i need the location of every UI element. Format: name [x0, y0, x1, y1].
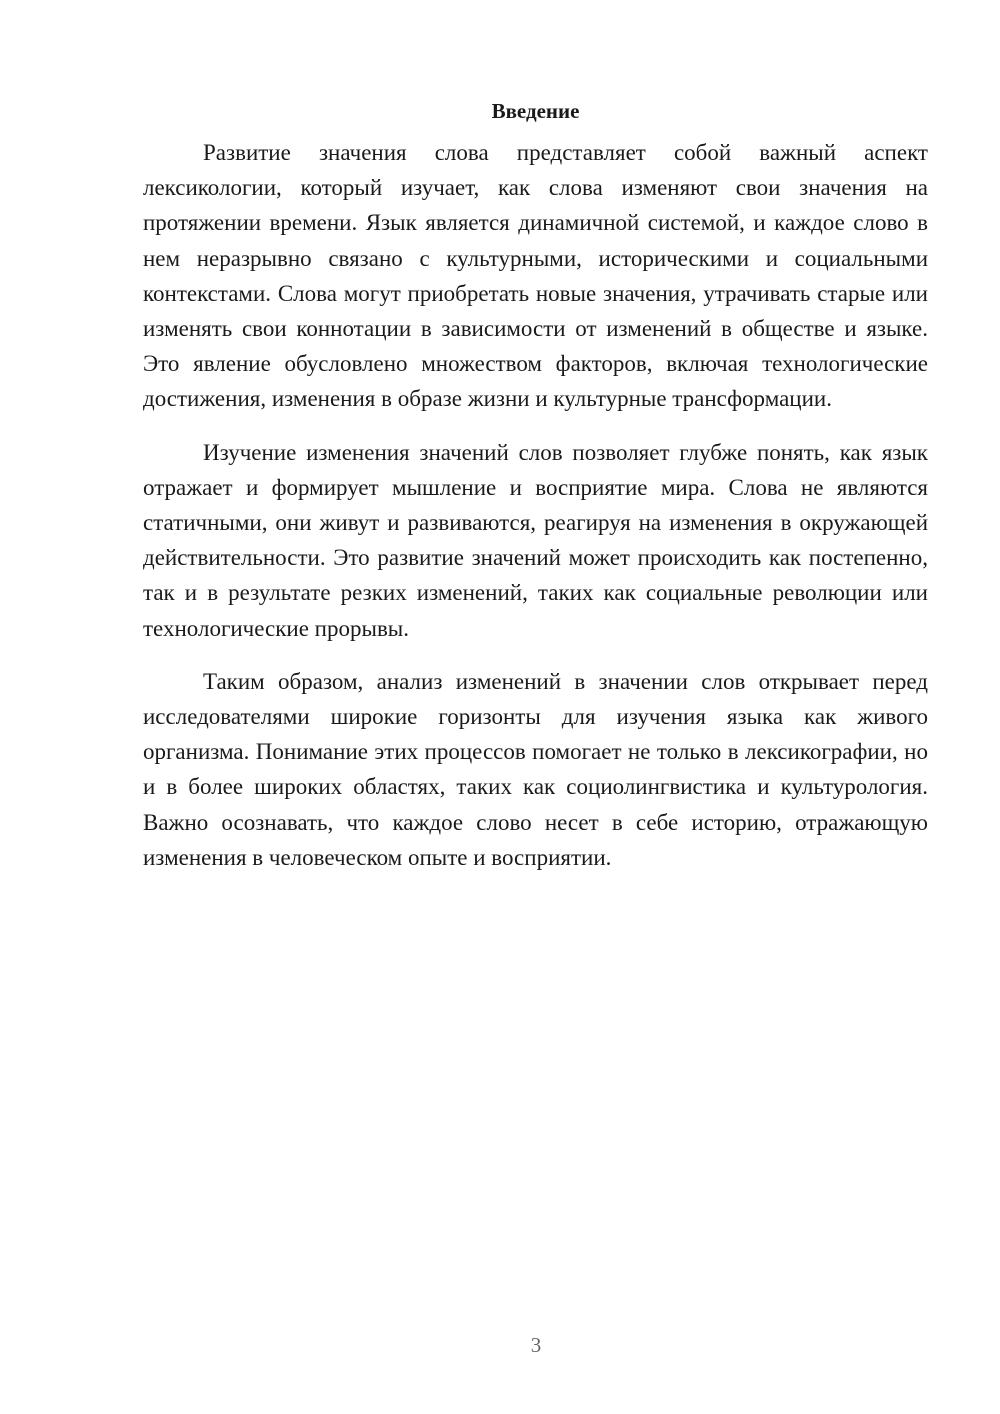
page-content — [143, 96, 928, 893]
section-title: Введение — [491, 99, 580, 123]
paragraph-2: Изучение изменения значений слов позволяет глубже понять, как язык отражает и формирует мышление и восприятие мира. Слова не являются статичными, они живут и развиваются, реагируя на изменения в окружающей действительности. Это развитие значений может происходить как постепенно, так и в результате резких изменений, таких как социальные революции или технологические прорывы. — [143, 439, 928, 641]
paragraph-1: Развитие значения слова представляет собой важный аспект лексикологии, который изучает, как слова изменяют свои значения на протяжении времени. Язык является динамичной системой, и каждое слово в нем неразрывно связано с культурными, историческими и социальными контекстами. Слова могут приобретать новые значения, утрачивать старые или изменять свои коннотации в зависимости от изменений в обществе и языке. Это явление обусловлено множеством факторов, включая технологические достижения, изменения в образе жизни и культурные трансформации. — [143, 140, 928, 412]
page-number: 3 — [530, 1333, 542, 1357]
paragraph-3: Таким образом, анализ изменений в значении слов открывает перед исследователями широкие горизонты для изучения языка как живого организма. Понимание этих процессов помогает не только в лексикографии, но и в более широких областях, таких как социолингвистика и культурология. Важно осознавать, что каждое слово несет в себе историю, отражающую изменения в человеческом опыте и восприятии. — [143, 668, 928, 870]
